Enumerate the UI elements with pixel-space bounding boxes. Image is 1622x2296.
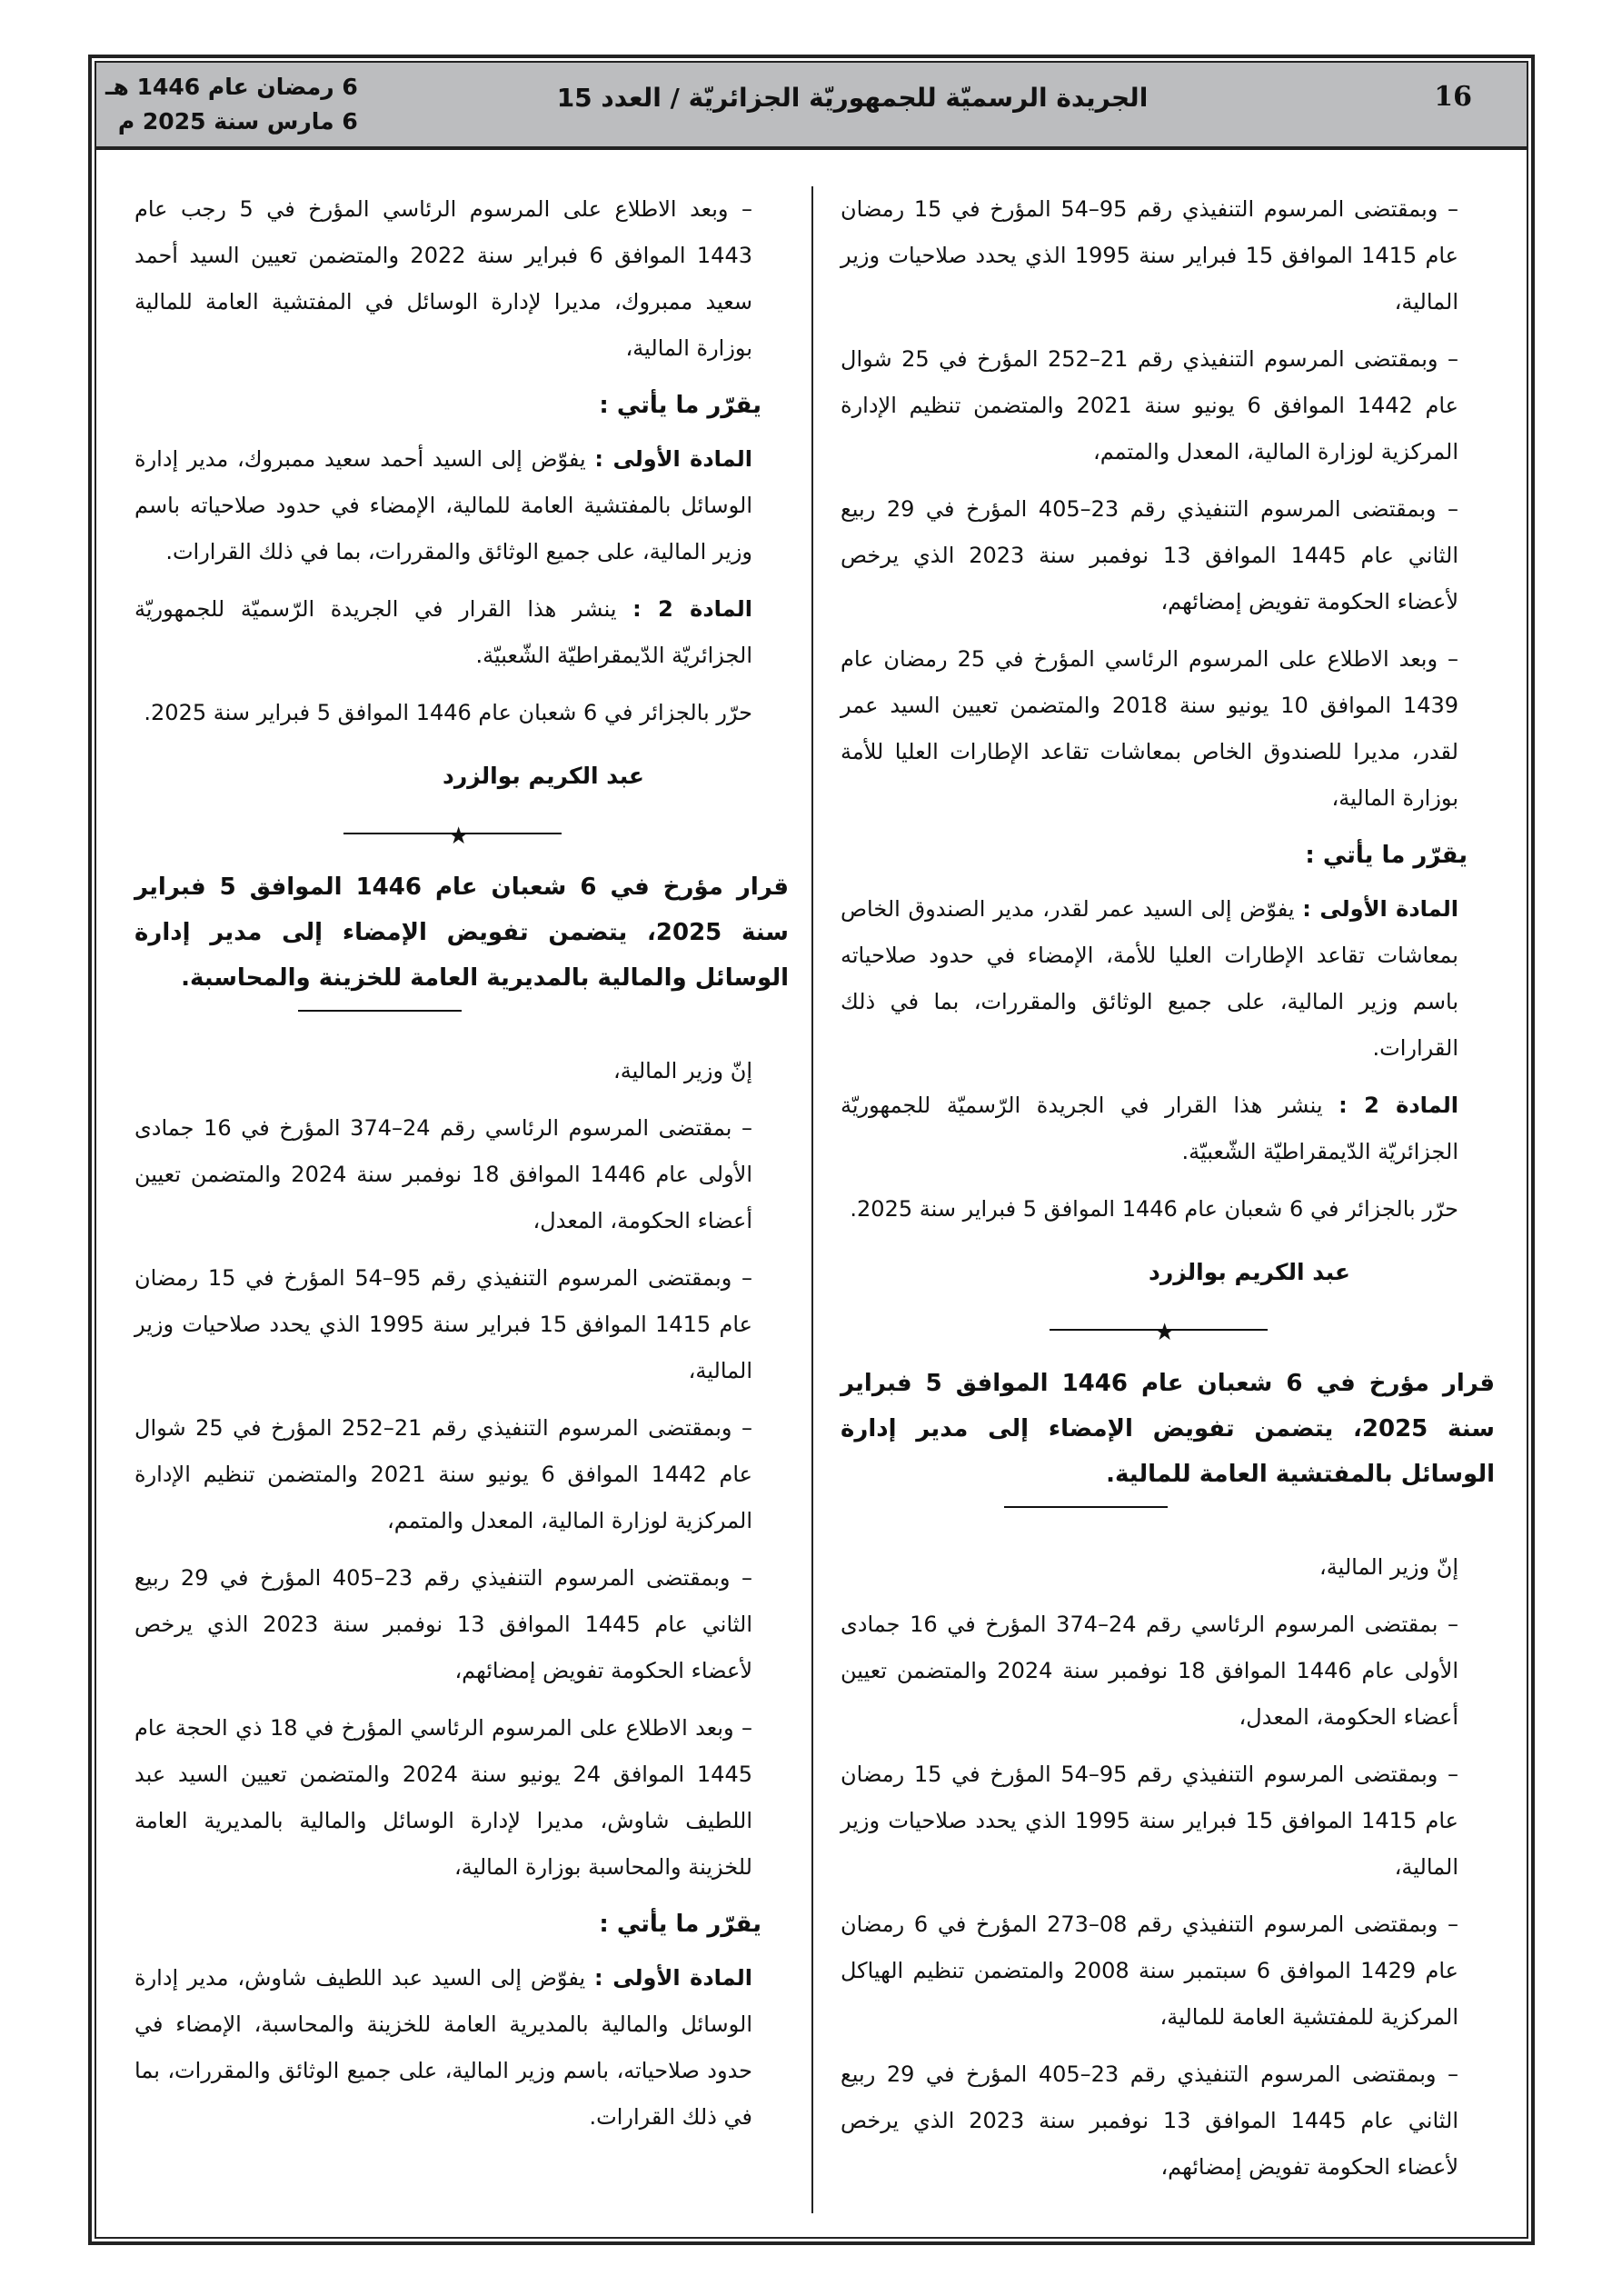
star-icon: ★ bbox=[448, 823, 470, 850]
decision-title: قرار مؤرخ في 6 شعبان عام 1446 الموافق 5 فبراير سنة 2025، يتضمن تفويض الإمضاء إلى مدير إدارة الوسائل بالمفتشية العامة للمالية. bbox=[841, 1370, 1495, 1488]
article-text: ينشر هذا القرار في الجريدة الرّسميّة للجمهوريّة الجزائريّة الدّيمقراطيّة الشّعبيّة. bbox=[841, 1093, 1458, 1164]
signature: عبد الكريم بوالزرد bbox=[443, 763, 644, 789]
date-gregorian: 6 مارس سنة 2025 م bbox=[117, 108, 358, 135]
page-header bbox=[96, 63, 1527, 150]
decides-heading: يقرّر ما يأتي : bbox=[599, 1911, 761, 1938]
star-separator bbox=[134, 819, 789, 850]
article-text: يفوّض إلى السيد عمر لقدر، مدير الصندوق الخاص بمعاشات تقاعد الإطارات العليا للأمة، الإمضاء في حدود صلاحياته باسم وزير المالية، على جميع الوثائق والمقررات، بما في ذلك القرارات. bbox=[841, 896, 1458, 1061]
visa-paragraph: – وبمقتضى المرسوم التنفيذي رقم 23–405 المؤرخ في 29 ربيع الثاني عام 1445 الموافق 13 نوفمبر سنة 2023 الذي يرخص لأعضاء الحكومة تفويض إمضائهم، bbox=[134, 1565, 753, 1683]
title-rule bbox=[1004, 1506, 1168, 1508]
article-label: المادة 2 : bbox=[1338, 1093, 1458, 1118]
article-1 bbox=[134, 1955, 789, 2141]
signature: عبد الكريم بوالزرد bbox=[1149, 1259, 1350, 1285]
decides-heading: يقرّر ما يأتي : bbox=[1305, 842, 1468, 869]
visa-paragraph: – وبمقتضى المرسوم التنفيذي رقم 08–273 المؤرخ في 6 رمضان عام 1429 الموافق 6 سبتمبر سنة 2008 والمتضمن تنظيم الهياكل المركزية للمفتشية العامة للمالية، bbox=[841, 1912, 1459, 2030]
article-text: ينشر هذا القرار في الجريدة الرّسميّة للجمهوريّة الجزائريّة الدّيمقراطيّة الشّعبيّة. bbox=[134, 596, 752, 668]
article-2 bbox=[841, 1083, 1495, 1175]
title-rule bbox=[298, 1010, 462, 1012]
visa-paragraph: – وبمقتضى المرسوم التنفيذي رقم 95–54 المؤرخ في 15 رمضان عام 1415 الموافق 15 فبراير سنة 1995 الذي يحدد صلاحيات وزير المالية، bbox=[134, 1265, 753, 1383]
right-column bbox=[841, 186, 1495, 2201]
issue-date bbox=[105, 70, 358, 139]
article-text: يفوّض إلى السيد عبد اللطيف شاوش، مدير إدارة الوسائل والمالية بالمديرية العامة للخزينة والمحاسبة، الإمضاء في حدود صلاحياته، باسم وزير المالية، على جميع الوثائق والمقررات، بما في ذلك القرارات. bbox=[134, 1965, 752, 2130]
left-column bbox=[134, 186, 789, 2151]
article-label: المادة الأولى : bbox=[594, 446, 752, 472]
article-label: المادة الأولى : bbox=[1302, 896, 1458, 922]
journal-title: الجريدة الرسميّة للجمهوريّة الجزائريّة / العدد 15 bbox=[556, 83, 1149, 113]
done-at: حرّر بالجزائر في 6 شعبان عام 1446 الموافق 5 فبراير سنة 2025. bbox=[144, 700, 752, 725]
page-number: 16 bbox=[1434, 81, 1472, 113]
minister-line: إنّ وزير المالية، bbox=[613, 1058, 752, 1083]
decision-title: قرار مؤرخ في 6 شعبان عام 1446 الموافق 5 فبراير سنة 2025، يتضمن تفويض الإمضاء إلى مدير إدارة الوسائل والمالية بالمديرية العامة للخزينة والمحاسبة. bbox=[134, 873, 789, 992]
visa-paragraph: – بمقتضى المرسوم الرئاسي رقم 24–374 المؤرخ في 16 جمادى الأولى عام 1446 الموافق 18 نوفمبر سنة 2024 والمتضمن تعيين أعضاء الحكومة، المعدل، bbox=[134, 1115, 753, 1233]
visa-paragraph: – بمقتضى المرسوم الرئاسي رقم 24–374 المؤرخ في 16 جمادى الأولى عام 1446 الموافق 18 نوفمبر سنة 2024 والمتضمن تعيين أعضاء الحكومة، المعدل، bbox=[841, 1612, 1459, 1730]
star-icon: ★ bbox=[1154, 1319, 1176, 1346]
minister-line: إنّ وزير المالية، bbox=[1319, 1554, 1458, 1580]
article-text: يفوّض إلى السيد أحمد سعيد ممبروك، مدير إدارة الوسائل بالمفتشية العامة للمالية، الإمضاء في حدود صلاحياته باسم وزير المالية، على جميع الوثائق والمقررات، بما في ذلك القرارات. bbox=[134, 446, 752, 564]
visa-paragraph: – وبمقتضى المرسوم التنفيذي رقم 21–252 المؤرخ في 25 شوال عام 1442 الموافق 6 يونيو سنة 2021 والمتضمن تنظيم الإدارة المركزية لوزارة المالية، المعدل والمتمم، bbox=[841, 346, 1458, 464]
article-2 bbox=[134, 586, 789, 679]
visa-paragraph: – وبعد الاطلاع على المرسوم الرئاسي المؤرخ في 18 ذي الحجة عام 1445 الموافق 24 يونيو سنة 2024 والمتضمن تعيين السيد عبد اللطيف شاوش، مديرا لإدارة الوسائل والمالية بالمديرية العامة للخزينة والمحاسبة بوزارة المالية، bbox=[134, 1715, 752, 1880]
visa-paragraph: – وبعد الاطلاع على المرسوم الرئاسي المؤرخ في 5 رجب عام 1443 الموافق 6 فبراير سنة 2022 والمتضمن تعيين السيد أحمد سعيد ممبروك، مديرا لإدارة الوسائل في المفتشية العامة للمالية بوزارة المالية، bbox=[134, 196, 752, 361]
done-at: حرّر بالجزائر في 6 شعبان عام 1446 الموافق 5 فبراير سنة 2025. bbox=[850, 1196, 1458, 1222]
article-1 bbox=[841, 886, 1495, 1072]
visa-paragraph: – وبمقتضى المرسوم التنفيذي رقم 95–54 المؤرخ في 15 رمضان عام 1415 الموافق 15 فبراير سنة 1995 الذي يحدد صلاحيات وزير المالية، bbox=[841, 196, 1459, 314]
column-divider bbox=[811, 186, 813, 2213]
visa-paragraph: – وبمقتضى المرسوم التنفيذي رقم 21–252 المؤرخ في 25 شوال عام 1442 الموافق 6 يونيو سنة 2021 والمتضمن تنظيم الإدارة المركزية لوزارة المالية، المعدل والمتمم، bbox=[134, 1415, 752, 1533]
star-separator bbox=[841, 1315, 1495, 1346]
date-hijri: 6 رمضان عام 1446 هـ bbox=[105, 74, 358, 100]
visa-paragraph: – وبمقتضى المرسوم التنفيذي رقم 23–405 المؤرخ في 29 ربيع الثاني عام 1445 الموافق 13 نوفمبر سنة 2023 الذي يرخص لأعضاء الحكومة تفويض إمضائهم، bbox=[841, 496, 1459, 614]
visa-paragraph: – وبمقتضى المرسوم التنفيذي رقم 95–54 المؤرخ في 15 رمضان عام 1415 الموافق 15 فبراير سنة 1995 الذي يحدد صلاحيات وزير المالية، bbox=[841, 1762, 1459, 1880]
decides-heading: يقرّر ما يأتي : bbox=[599, 392, 761, 419]
article-label: المادة 2 : bbox=[632, 596, 752, 622]
visa-paragraph: – وبمقتضى المرسوم التنفيذي رقم 23–405 المؤرخ في 29 ربيع الثاني عام 1445 الموافق 13 نوفمبر سنة 2023 الذي يرخص لأعضاء الحكومة تفويض إمضائهم، bbox=[841, 2061, 1459, 2180]
article-1 bbox=[134, 436, 789, 575]
visa-paragraph: – وبعد الاطلاع على المرسوم الرئاسي المؤرخ في 25 رمضان عام 1439 الموافق 10 يونيو سنة 2018 والمتضمن تعيين السيد عمر لقدر، مديرا للصندوق الخاص بمعاشات تقاعد الإطارات العليا للأمة بوزارة المالية، bbox=[841, 646, 1458, 811]
article-label: المادة الأولى : bbox=[594, 1965, 752, 1991]
